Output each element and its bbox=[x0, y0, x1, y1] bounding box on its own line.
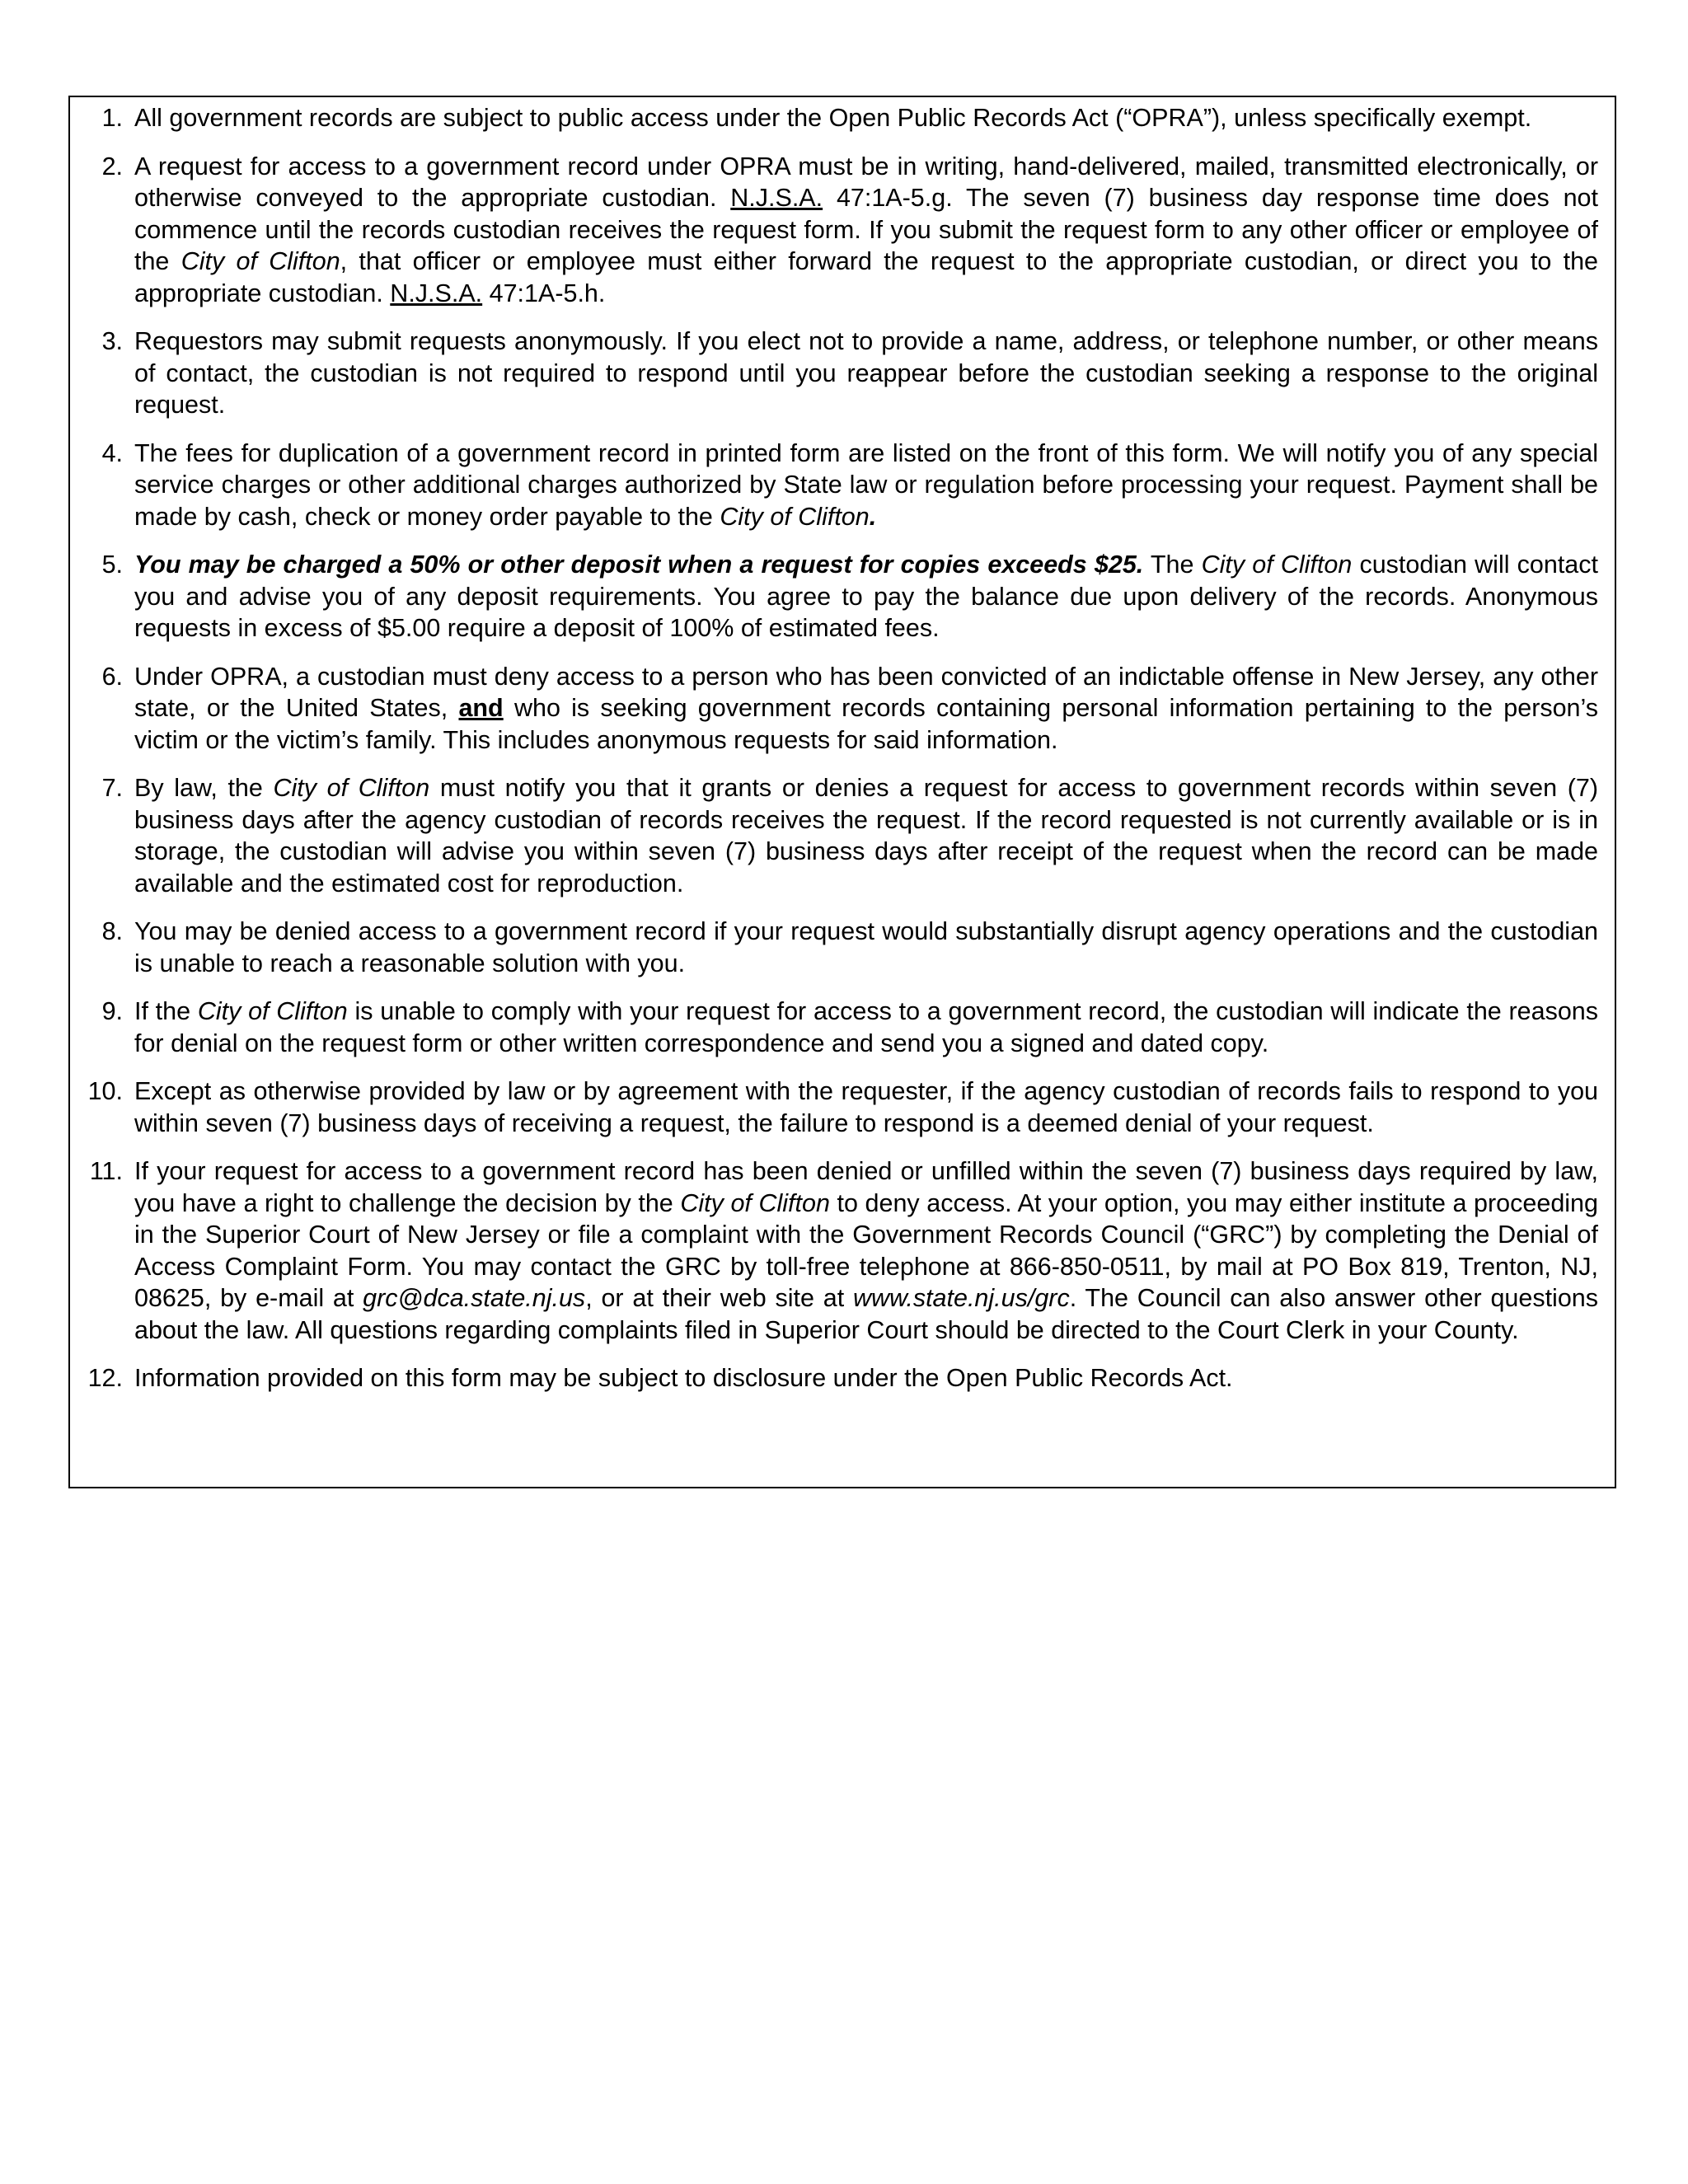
notice-item-1 bbox=[70, 102, 1598, 134]
item-text: The fees for duplication of a government record in printed form are listed on the front of this form. We will notify you of any special service charges or other additional charges authorized by State law or regulation before processing your request. Payment shall be made by cash, check or money order payable to the bbox=[134, 438, 1598, 531]
city-name: City of Clifton bbox=[680, 1188, 830, 1217]
notice-item-6 bbox=[70, 661, 1598, 757]
deposit-warning: You may be charged a 50% or other deposit when a request for copies exceeds $25. bbox=[134, 551, 1144, 579]
item-text: All government records are subject to public access under the Open Public Records Act (“OPRA”), unless specifically exempt. bbox=[134, 104, 1532, 132]
item-text: If your request for access to a government record has been denied or unfilled within the seven (7) business days required by law, you have a right to challenge the decision by the bbox=[134, 1157, 1598, 1217]
notice-item-5 bbox=[70, 549, 1598, 644]
item-text: , or at their web site at bbox=[585, 1284, 853, 1312]
emphasis-and: and bbox=[458, 694, 504, 722]
item-number: 4. bbox=[101, 438, 123, 467]
item-number: 5. bbox=[101, 551, 123, 579]
item-number: 1. bbox=[101, 104, 123, 132]
item-text: Except as otherwise provided by law or by agreement with the requester, if the agency custodian of records fails to respond to you within seven (7) business days of receiving a request, the failure to respond is a deemed denial of your request. bbox=[134, 1077, 1598, 1137]
item-text: , that officer or employee must either forward the request to the appropriate custodian, or direct you to the appropriate custodian. bbox=[134, 247, 1599, 307]
item-number: 3. bbox=[101, 327, 123, 355]
item-text: The bbox=[1143, 551, 1202, 579]
item-number: 2. bbox=[101, 152, 123, 180]
item-text: Under OPRA, a custodian must deny access to a person who has been convicted of an indictable offense in New Jersey, any other state, or the United States, bbox=[134, 662, 1598, 722]
city-name: City of Clifton bbox=[197, 997, 348, 1025]
city-name: City of Clifton bbox=[1201, 551, 1353, 579]
item-text: 47:1A-5.h. bbox=[482, 279, 606, 307]
item-text: . bbox=[869, 502, 877, 531]
item-text: who is seeking government records containing personal information pertaining to the person’s victim or the victim’s family. This includes anonymous requests for said information. bbox=[134, 694, 1598, 754]
opra-notice-box bbox=[68, 96, 1616, 1488]
notice-item-10 bbox=[70, 1076, 1598, 1139]
notice-item-2 bbox=[70, 151, 1598, 310]
item-text: Information provided on this form may be subject to disclosure under the Open Public Records Act. bbox=[134, 1364, 1233, 1392]
item-number: 7. bbox=[101, 774, 123, 802]
item-text: If the bbox=[134, 997, 198, 1025]
item-text: is unable to comply with your request for access to a government record, the custodian will indicate the reasons for denial on the request form or other written correspondence and send you a signed and dated copy. bbox=[134, 997, 1598, 1057]
notice-list bbox=[70, 102, 1598, 1394]
notice-item-11 bbox=[70, 1155, 1598, 1346]
notice-item-8 bbox=[70, 916, 1598, 979]
city-name: City of Clifton bbox=[181, 247, 340, 275]
notice-item-12 bbox=[70, 1362, 1598, 1394]
item-text: must notify you that it grants or denies a request for access to government records within seven (7) business days after the agency custodian of records receives the request. If the record requested is not currently available or is in storage, the custodian will advise you within seven (7) business days after receipt of the request when the record can be made available and the estimated cost for reproduction. bbox=[134, 774, 1598, 898]
item-text: custodian will contact you and advise you of any deposit requirements. You agree to pay the balance due upon delivery of the records. Anonymous requests in excess of $5.00 require a deposit of 100% of estimated fees. bbox=[134, 551, 1598, 642]
item-text: . The Council can also answer other questions about the law. All questions regarding complaints filed in Superior Court should be directed to the Court Clerk in your County. bbox=[134, 1284, 1599, 1344]
item-number: 11. bbox=[89, 1157, 123, 1185]
city-name: City of Clifton bbox=[273, 774, 430, 802]
item-text: Requestors may submit requests anonymously. If you elect not to provide a name, address, or telephone number, or other means of contact, the custodian is not required to respond until you reappear before the custodian seeking a response to the original request. bbox=[134, 327, 1598, 419]
item-number: 8. bbox=[101, 917, 123, 945]
item-text: A request for access to a government record under OPRA must be in writing, hand-delivered, mailed, transmitted electronically, or otherwise conveyed to the appropriate custodian. bbox=[134, 152, 1598, 212]
statute-citation: N.J.S.A. bbox=[390, 279, 483, 307]
city-name: City of Clifton bbox=[720, 502, 870, 531]
item-number: 6. bbox=[101, 662, 123, 691]
grc-website: www.state.nj.us/grc bbox=[852, 1284, 1070, 1312]
item-number: 9. bbox=[101, 997, 123, 1025]
notice-item-3 bbox=[70, 326, 1598, 421]
item-text: 47:1A-5.g. The seven (7) business day response time does not commence until the records custodian receives the request form. If you submit the request form to any other officer or employee of the bbox=[134, 184, 1598, 275]
item-text: By law, the bbox=[134, 774, 274, 802]
item-text: to deny access. At your option, you may either institute a proceeding in the Superior Court of New Jersey or file a complaint with the Government Records Council (“GRC”) by completing the Denial of Access Complaint Form. You may contact the GRC by toll-free telephone at 866-850-0511, by mail at PO Box 819, Trenton, NJ, 08625, by e-mail at bbox=[134, 1188, 1598, 1312]
item-number: 12. bbox=[87, 1364, 123, 1392]
notice-item-7 bbox=[70, 772, 1598, 899]
item-number: 10. bbox=[87, 1077, 123, 1105]
item-text: You may be denied access to a government record if your request would substantially disrupt agency operations and the custodian is unable to reach a reasonable solution with you. bbox=[134, 917, 1598, 977]
notice-item-4 bbox=[70, 438, 1598, 533]
notice-item-9 bbox=[70, 996, 1598, 1059]
statute-citation: N.J.S.A. bbox=[730, 184, 823, 212]
grc-email: grc@dca.state.nj.us bbox=[363, 1284, 586, 1312]
